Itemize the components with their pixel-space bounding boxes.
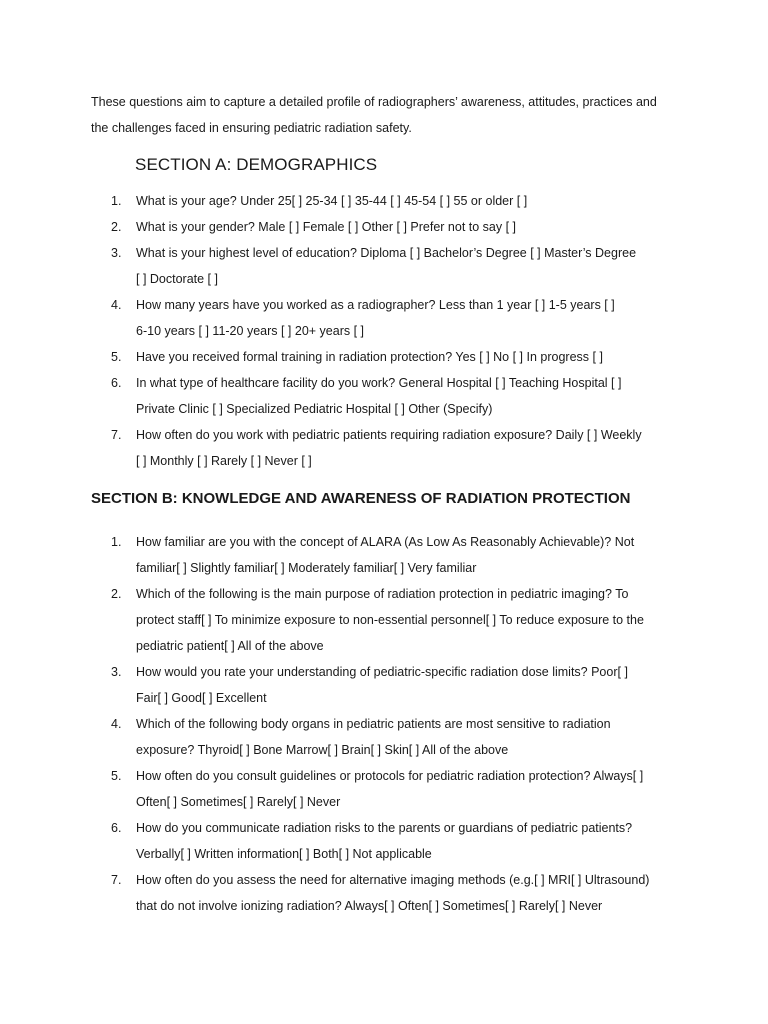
question-item [0, 214, 681, 240]
question-text-line: Have you received formal training in radiation protection? Yes [ ] No [ ] In progress [ ] [136, 350, 603, 364]
question-item [0, 188, 681, 214]
question-text-line: Verbally[ ] Written information[ ] Both[ ] Not applicable [136, 847, 432, 861]
question-text-line: Fair[ ] Good[ ] Excellent [136, 691, 267, 705]
intro-line: These questions aim to capture a detailed profile of radiographers’ awareness, attitudes, practices and [91, 95, 657, 109]
question-text-line: 6-10 years [ ] 11-20 years [ ] 20+ years [ ] [136, 324, 365, 338]
question-item [0, 344, 681, 370]
question-text-line: How often do you assess the need for alternative imaging methods (e.g.[ ] MRI[ ] Ultrasound) [136, 873, 650, 887]
section-a-question-list [0, 188, 768, 474]
question-text-line: How do you communicate radiation risks to the parents or guardians of pediatric patients? [136, 821, 633, 835]
question-text-line: What is your age? Under 25[ ] 25-34 [ ] 35-44 [ ] 45-54 [ ] 55 or older [ ] [136, 194, 528, 208]
question-item [0, 867, 681, 919]
question-item [0, 711, 681, 763]
question-number: 1. [111, 194, 122, 208]
section-b-heading: SECTION B: KNOWLEDGE AND AWARENESS OF RADIATION PROTECTION [91, 490, 631, 507]
intro-line: the challenges faced in ensuring pediatric radiation safety. [91, 121, 412, 135]
question-number: 3. [111, 246, 122, 260]
question-number: 2. [111, 220, 122, 234]
question-number: 4. [111, 298, 122, 312]
question-number: 5. [111, 350, 122, 364]
question-text-line: How often do you work with pediatric patients requiring radiation exposure? Daily [ ] Weekly [136, 428, 642, 442]
question-text-line: How would you rate your understanding of pediatric-specific radiation dose limits? Poor[ ] [136, 665, 628, 679]
question-number: 2. [111, 587, 122, 601]
question-number: 4. [111, 717, 122, 731]
question-text-line: protect staff[ ] To minimize exposure to non-essential personnel[ ] To reduce exposure to the [136, 613, 644, 627]
question-item [0, 763, 681, 815]
question-item [0, 581, 681, 659]
question-text-line: pediatric patient[ ] All of the above [136, 639, 324, 653]
intro-paragraph [91, 89, 691, 141]
question-number: 6. [111, 376, 122, 390]
question-item [0, 422, 681, 474]
section-a-heading: SECTION A: DEMOGRAPHICS [135, 155, 378, 174]
question-item [0, 370, 681, 422]
question-text-line: that do not involve ionizing radiation? Always[ ] Often[ ] Sometimes[ ] Rarely[ ] Never [136, 899, 603, 913]
question-text-line: What is your gender? Male [ ] Female [ ] Other [ ] Prefer not to say [ ] [136, 220, 517, 234]
question-item [0, 292, 681, 344]
question-text-line: Private Clinic [ ] Specialized Pediatric Hospital [ ] Other (Specify) [136, 402, 493, 416]
question-text-line: [ ] Monthly [ ] Rarely [ ] Never [ ] [136, 454, 312, 468]
question-text-line: How familiar are you with the concept of ALARA (As Low As Reasonably Achievable)? Not [136, 535, 635, 549]
question-text-line: How many years have you worked as a radiographer? Less than 1 year [ ] 1-5 years [ ] [136, 298, 615, 312]
question-text-line: familiar[ ] Slightly familiar[ ] Moderately familiar[ ] Very familiar [136, 561, 477, 575]
question-text-line: In what type of healthcare facility do you work? General Hospital [ ] Teaching Hospital [ ] [136, 376, 622, 390]
question-text-line: How often do you consult guidelines or protocols for pediatric radiation protection? Always[ ] [136, 769, 644, 783]
question-number: 5. [111, 769, 122, 783]
section-b-question-list [0, 529, 768, 919]
question-text-line: Which of the following is the main purpose of radiation protection in pediatric imaging? To [136, 587, 629, 601]
question-number: 7. [111, 873, 122, 887]
question-number: 6. [111, 821, 122, 835]
question-item [0, 659, 681, 711]
question-item [0, 240, 681, 292]
question-item [0, 815, 681, 867]
question-text-line: Often[ ] Sometimes[ ] Rarely[ ] Never [136, 795, 341, 809]
question-text-line: What is your highest level of education? Diploma [ ] Bachelor’s Degree [ ] Master’s Degree [136, 246, 637, 260]
question-text-line: exposure? Thyroid[ ] Bone Marrow[ ] Brain[ ] Skin[ ] All of the above [136, 743, 509, 757]
question-number: 3. [111, 665, 122, 679]
question-text-line: Which of the following body organs in pediatric patients are most sensitive to radiation [136, 717, 611, 731]
question-number: 1. [111, 535, 122, 549]
question-text-line: [ ] Doctorate [ ] [136, 272, 218, 286]
question-item [0, 529, 681, 581]
question-number: 7. [111, 428, 122, 442]
